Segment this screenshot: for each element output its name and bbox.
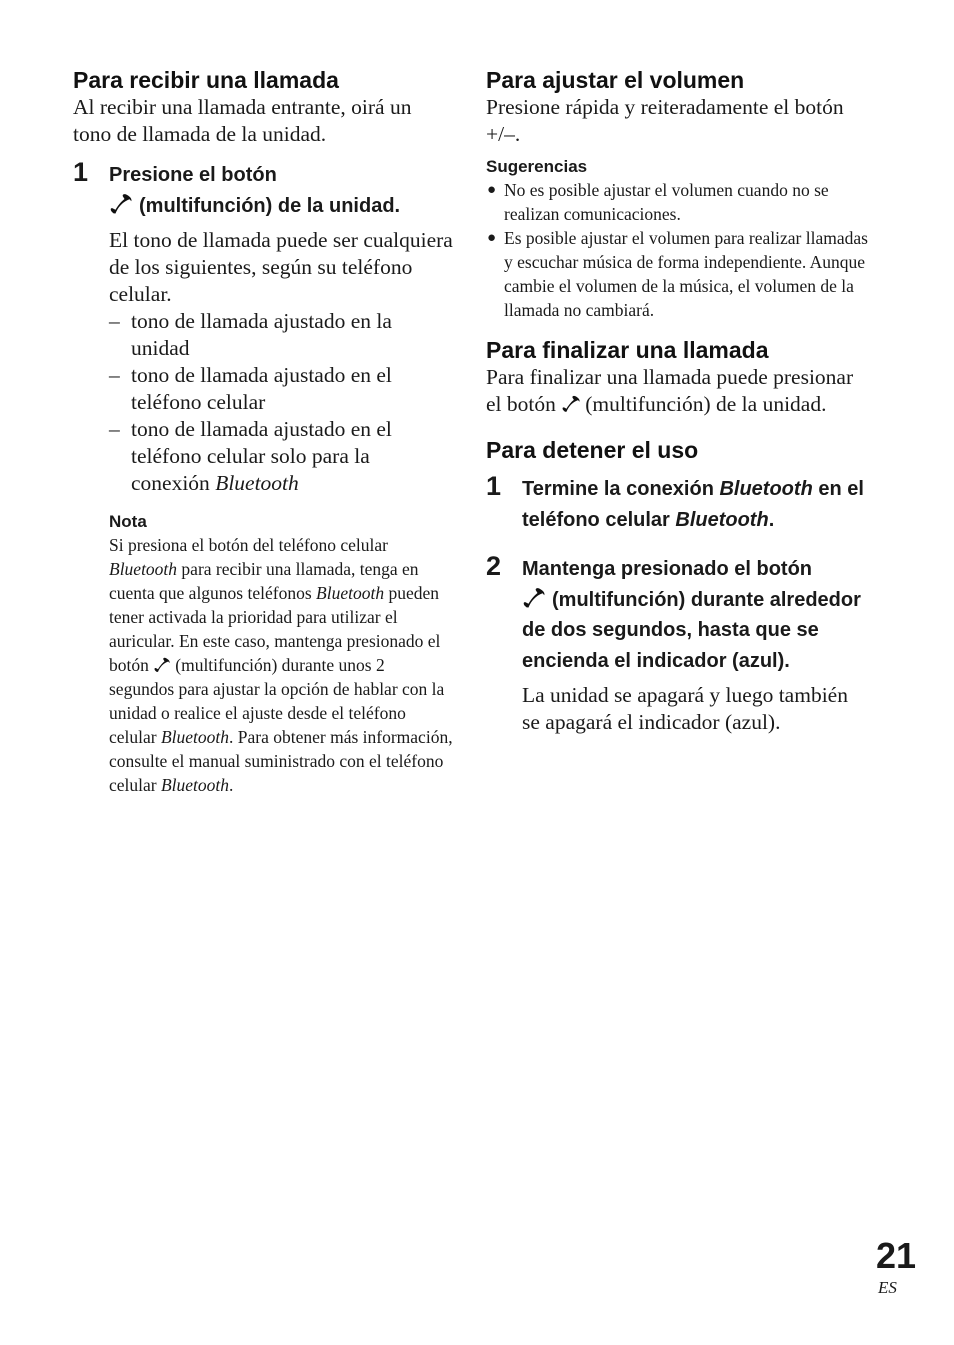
receive-desc: El tono de llamada puede ser cualquiera de los siguientes, según su teléfono celular. [109, 228, 453, 306]
right-column [486, 66, 871, 736]
list-item: – tono de llamada ajustado en el teléfono celular solo para la conexión Bluetooth [109, 417, 392, 495]
ringtone-list [109, 308, 453, 497]
receive-step-1 [73, 157, 453, 797]
note-text: Si presiona el botón del teléfono celular Bluetooth para recibir una llamada, tenga en cuenta que algunos teléfonos Bluetooth pueden tener activada la prioridad para utilizar el auricular. En este caso, mantenga presionado el botón (multifunción) durante unos 2 segundos para ajustar la opción de hablar con la unidad o realice el ajuste desde el teléfono celular Bluetooth. Para obtener más información, consulte el manual suministrado con el teléfono celular Bluetooth. [109, 535, 453, 795]
dash-marker: – [109, 309, 120, 333]
list-item: – tono de llamada ajustado en el teléfono celular [109, 363, 392, 414]
page-number: 21 [876, 1235, 917, 1276]
phone-handset-icon [522, 587, 546, 609]
left-column [73, 66, 453, 797]
dash-marker: – [109, 417, 120, 441]
step-text-b: (multifunción) de la unidad. [139, 194, 401, 217]
section-title-receive-call: Para recibir una llamada [73, 67, 339, 93]
list-item: – tono de llamada ajustado en la unidad [109, 309, 392, 360]
volume-body: Presione rápida y reiteradamente el botón +/–. [486, 95, 844, 146]
step-number: 1 [73, 157, 89, 187]
list-item: ● No es posible ajustar el volumen cuando no se realizan comunicaciones. [487, 180, 829, 224]
tips-list [486, 178, 871, 322]
step-number: 1 [486, 471, 502, 501]
phone-handset-icon [153, 657, 171, 673]
section-title-volume: Para ajustar el volumen [486, 67, 745, 93]
note-block [109, 511, 453, 797]
list-item: ● Es posible ajustar el volumen para realizar llamadas y escuchar música de forma independiente. Aunque cambie el volumen de la música, el volumen de la llamada no cambiará. [487, 228, 868, 320]
section-title-end-call: Para finalizar una llamada [486, 337, 769, 363]
end-call-body: Para finalizar una llamada puede presionar el botón (multifunción) de la unidad. [486, 365, 854, 416]
step-instruction: Termine la conexión Bluetooth en el teléfono celular Bluetooth. [522, 478, 864, 531]
stop-step-2-desc: La unidad se apagará y luego también se apagará el indicador (azul). [522, 683, 848, 734]
step-instruction: Mantenga presionado el botón (multifunción) durante alrededor de dos segundos, hasta que se encienda el indicador (azul). [522, 558, 861, 672]
phone-handset-icon [561, 395, 581, 413]
step-instruction [109, 160, 453, 221]
phone-handset-icon [109, 193, 133, 215]
note-title: Nota [109, 512, 147, 531]
tips-title: Sugerencias [486, 157, 588, 176]
step-text-a: Presione el botón [109, 164, 277, 186]
stop-step-2 [486, 551, 871, 736]
page-language: ES [878, 1278, 897, 1297]
bullet-marker: ● [487, 230, 497, 246]
stop-step-1 [486, 471, 871, 535]
section-title-stop-use: Para detener el uso [486, 437, 699, 463]
receive-intro: Al recibir una llamada entrante, oirá un tono de llamada de la unidad. [73, 95, 412, 146]
step-number: 2 [486, 551, 502, 581]
bullet-marker: ● [487, 182, 497, 198]
dash-marker: – [109, 363, 120, 387]
